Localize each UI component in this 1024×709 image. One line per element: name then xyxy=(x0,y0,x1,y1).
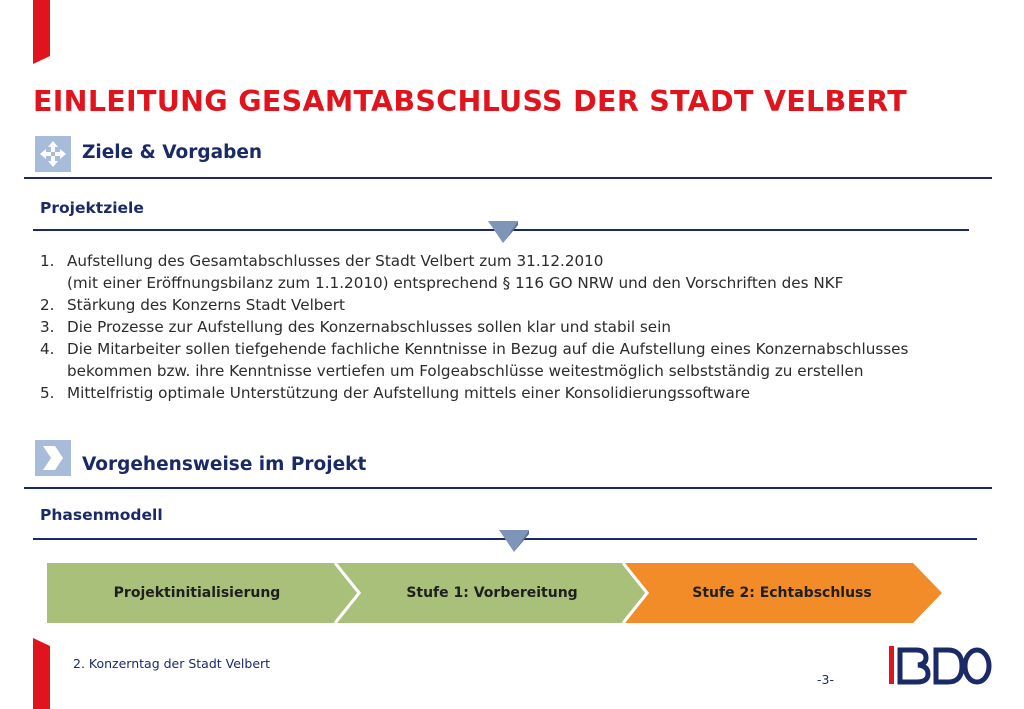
list-item-continuation: bekommen bzw. ihre Kenntnisse vertiefen um Folgeabschlüsse weitestmöglich selbstständig zu erstellen xyxy=(67,362,864,380)
list-item: 4. Die Mitarbeiter sollen tiefgehende fachliche Kenntnisse in Bezug auf die Aufstellung eines Konzernabschlusses xyxy=(40,340,909,358)
triangle-marker-icon xyxy=(488,221,518,243)
phase-label: Stufe 1: Vorbereitung xyxy=(406,585,578,601)
phase-label: Projektinitialisierung xyxy=(113,585,281,601)
phase-label: Stufe 2: Echtabschluss xyxy=(692,585,872,601)
chevron-right-icon xyxy=(35,440,71,476)
subtitle-projektziele: Projektziele xyxy=(40,199,144,217)
goal-list xyxy=(40,250,908,404)
four-arrows-icon xyxy=(35,136,71,172)
list-item: 3. Die Prozesse zur Aufstellung des Konzernabschlusses sollen klar und stabil sein xyxy=(40,318,671,336)
section-title-vorgehensweise: Vorgehensweise im Projekt xyxy=(82,454,367,475)
bdo-logo xyxy=(888,644,992,686)
list-item-continuation: (mit einer Eröffnungsbilanz zum 1.1.2010) entsprechend § 116 GO NRW und den Vorschriften des NKF xyxy=(67,274,844,292)
triangle-marker-icon xyxy=(499,530,529,552)
list-item: 2. Stärkung des Konzerns Stadt Velbert xyxy=(40,296,345,314)
red-accent-bar-top xyxy=(33,0,50,56)
list-item: 1. Aufstellung des Gesamtabschlusses der Stadt Velbert zum 31.12.2010 xyxy=(40,252,604,270)
section-divider xyxy=(24,177,992,179)
section-divider xyxy=(24,487,992,489)
subtitle-phasenmodell: Phasenmodell xyxy=(40,506,163,524)
red-accent-bar-bottom xyxy=(33,646,50,709)
page-title: EINLEITUNG GESAMTABSCHLUSS DER STADT VELBERT xyxy=(33,85,908,118)
footer-event-name: 2. Konzerntag der Stadt Velbert xyxy=(73,656,271,671)
phase-model xyxy=(47,563,942,623)
section-title-ziele: Ziele & Vorgaben xyxy=(82,142,263,163)
page-number: -3- xyxy=(817,672,834,687)
list-item: 5. Mittelfristig optimale Unterstützung der Aufstellung mittels einer Konsolidierungssoftware xyxy=(40,384,751,402)
